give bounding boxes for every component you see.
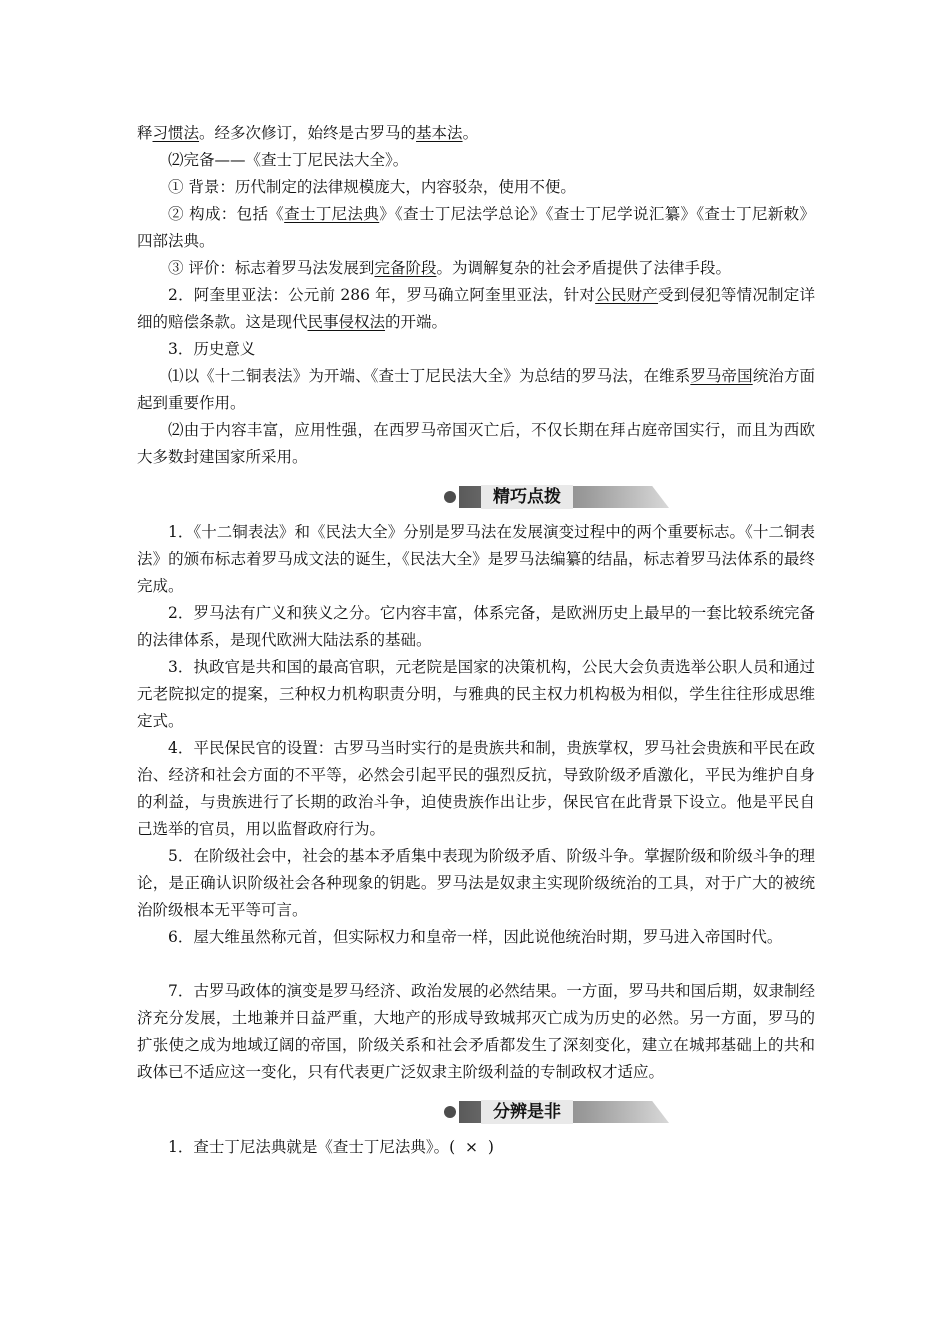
tip-paragraph: 1．《十二铜表法》和《民法大全》分别是罗马法在发展演变过程中的两个重要标志。《十二铜表法》的颁布标志着罗马成文法的诞生，《民法大全》是罗马法编纂的结晶，标志着罗马法体系的最终完成。 (137, 523, 815, 595)
underlined-term: 罗马帝国 (690, 367, 753, 385)
judge-item (137, 1134, 815, 1161)
underlined-term: 公民财产 (595, 286, 659, 304)
section-banner (137, 1098, 815, 1126)
text: 。为调解复杂的社会矛盾提供了法律手段。 (436, 259, 731, 277)
tip-paragraph: 6．屋大维虽然称元首，但实际权力和皇帝一样，因此说他统治时期，罗马进入帝国时代。 (168, 928, 783, 946)
tip-paragraph: 7．古罗马政体的演变是罗马经济、政治发展的必然结果。一方面，罗马共和国后期，奴隶制经济充分发展，土地兼并日益严重，大地产的形成导致城邦灭亡成为历史的必然。另一方面，罗马的扩张使之成为地域辽阔的帝国，阶级关系和社会矛盾都发生了深刻变化，建立在城邦基础上的共和政体已不适应这一变化，只有代表更广泛奴隶主阶级利益的专制政权才适应。 (137, 982, 815, 1081)
paragraph (137, 255, 815, 282)
text: 。经多次修订，始终是古罗马的 (199, 124, 417, 142)
paragraph: ⑵完备——《查士丁尼民法大全》。 (168, 151, 409, 169)
banner-title: 精巧点拨 (481, 485, 573, 509)
text: ③ 评价：标志着罗马法发展到 (168, 259, 375, 277)
text: 受到侵犯等情况制定详细的赔偿条款。这是现代 (137, 286, 815, 331)
tip-paragraph: 3．执政官是共和国的最高官职，元老院是国家的决策机构，公民大会负责选举公职人员和通过元老院拟定的提案，三种权力机构职责分明，与雅典的民主权力机构极为相似，学生往往形成思维定式。 (137, 658, 815, 730)
bullet-dot-icon (444, 491, 456, 503)
text: 释 (137, 124, 153, 142)
section-banner (137, 483, 815, 511)
paragraph (137, 201, 815, 255)
underlined-term: 基本法 (416, 124, 463, 142)
tip-paragraph: 4．平民保民官的设置：古罗马当时实行的是贵族共和制，贵族掌权，罗马社会贵族和平民在政治、经济和社会方面的不平等，必然会引起平民的强烈反抗，导致阶级矛盾激化，平民为维护自身的利益，与贵族进行了长期的政治斗争，迫使贵族作出让步，保民官在此背景下设立。他是平民自己选举的官员，用以监督政府行为。 (137, 739, 815, 838)
tip-paragraph: 2．罗马法有广义和狭义之分。它内容丰富，体系完备，是欧洲历史上最早的一套比较系统完备的法律体系，是现代欧洲大陆法系的基础。 (137, 604, 815, 649)
underlined-term: 完备阶段 (374, 259, 437, 277)
answer-mark: × (465, 1138, 479, 1156)
underlined-term: 查士丁尼法典 (284, 205, 380, 223)
text: 。 (462, 124, 479, 142)
underlined-term: 习惯法 (152, 124, 200, 142)
section-heading: 3．历史意义 (168, 340, 256, 358)
bullet-dot-icon (444, 1106, 456, 1118)
paragraph (137, 120, 815, 147)
text: 2．阿奎里亚法：公元前 286 年，罗马确立阿奎里亚法，针对 (168, 286, 596, 304)
text: ② 构成：包括《 (168, 205, 285, 223)
text: 的开端。 (385, 313, 448, 331)
banner-title: 分辨是非 (481, 1100, 573, 1124)
paragraph: ⑵由于内容丰富，应用性强，在西罗马帝国灭亡后，不仅长期在拜占庭帝国实行，而且为西欧大多数封建国家所采用。 (137, 421, 815, 466)
text: 统治方面起到重要作用。 (137, 367, 815, 412)
question-text: 1．查士丁尼法典就是《查士丁尼法典》。( (168, 1138, 456, 1156)
document-page (137, 120, 815, 1161)
spacer (137, 951, 815, 978)
paragraph: ① 背景：历代制定的法律规模庞大，内容驳杂，使用不便。 (168, 178, 576, 196)
text: 》《查士丁尼法学总论》《查士丁尼学说汇纂》《查士丁尼新敕》四部法典。 (137, 205, 815, 250)
tip-paragraph: 5．在阶级社会中，社会的基本矛盾集中表现为阶级矛盾、阶级斗争。掌握阶级和阶级斗争的理论，是正确认识阶级社会各种现象的钥匙。罗马法是奴隶主实现阶级统治的工具，对于广大的被统治阶级根本无平等可言。 (137, 847, 815, 919)
text: ⑴以《十二铜表法》为开端、《查士丁尼民法大全》为总结的罗马法，在维系 (168, 367, 691, 385)
underlined-term: 民事侵权法 (307, 313, 386, 331)
text: ) (487, 1138, 494, 1156)
paragraph (137, 282, 815, 336)
paragraph (137, 363, 815, 417)
